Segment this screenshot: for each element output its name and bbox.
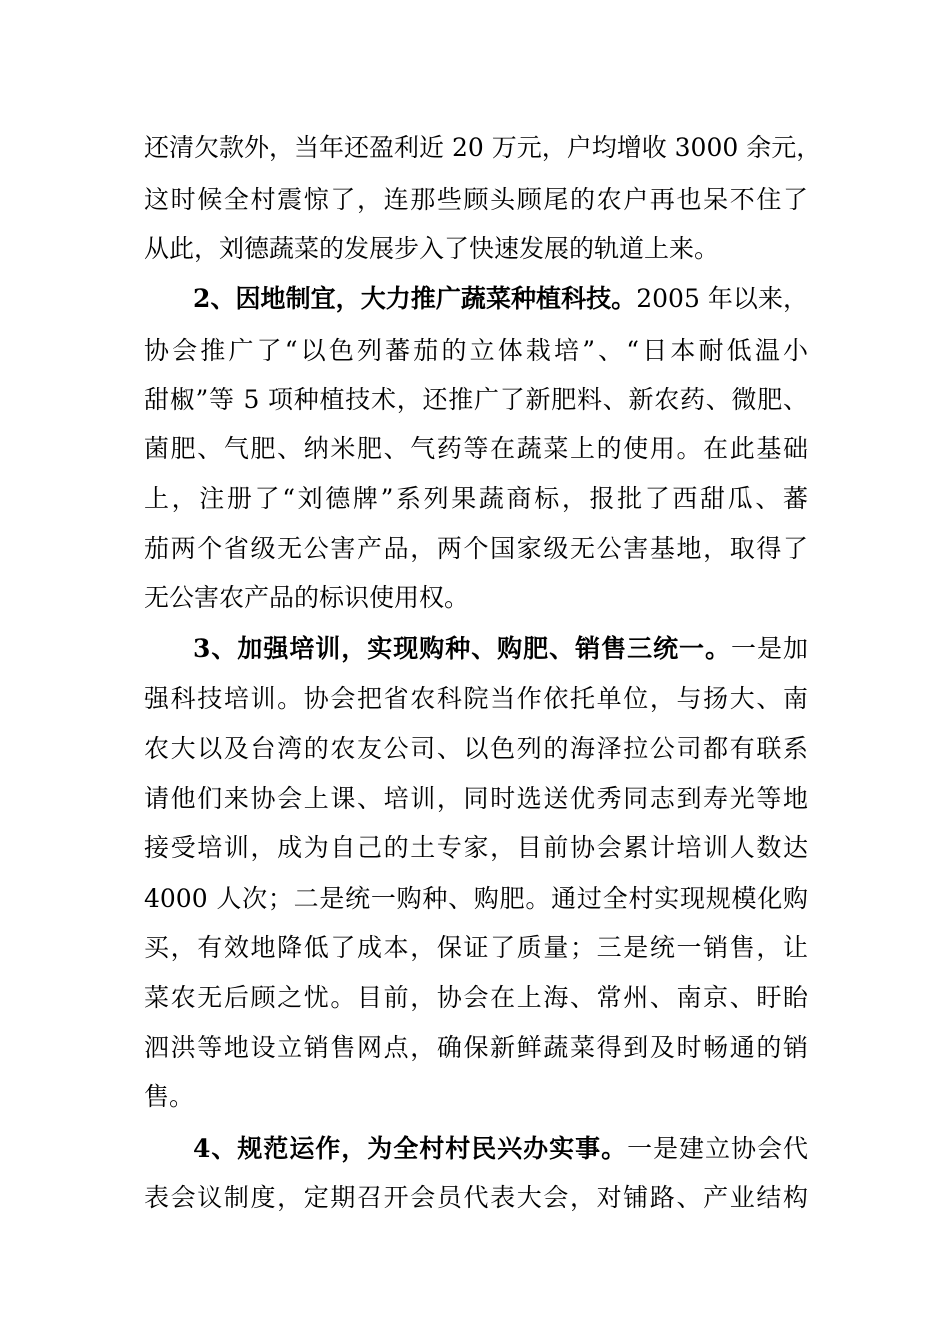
text-line (144, 524, 808, 574)
text-segment: 2005 年以来， (636, 284, 808, 313)
paragraph-heading: 4、规范运作，为全村村民兴办实事。 (193, 1134, 628, 1163)
text-segment: 泗洪等地设立销售网点，确保新鲜蔬菜得到及时畅通的销 (144, 1033, 808, 1062)
text-line (144, 674, 808, 724)
text-line (144, 724, 808, 774)
text-segment: 协会推广了“以色列蕃茄的立体栽培”、“日本耐低温小 (144, 336, 808, 365)
text-line (144, 823, 808, 873)
text-segment: 无公害农产品的标识使用权。 (144, 583, 470, 612)
text-line (144, 1072, 808, 1122)
text-segment: 买，有效地降低了成本，保证了质量；三是统一销售，让 (144, 933, 808, 962)
text-line (144, 573, 808, 623)
text-segment: 一是加 (731, 634, 808, 663)
text-segment: 表会议制度，定期召开会员代表大会，对铺路、产业结构 (144, 1183, 808, 1212)
text-line (144, 1173, 808, 1223)
text-line (144, 774, 808, 824)
paragraph-first-line (193, 274, 808, 324)
text-segment: 菌肥、气肥、纳米肥、气药等在蔬菜上的使用。在此基础 (144, 434, 808, 463)
text-segment: 茄两个省级无公害产品，两个国家级无公害基地，取得了 (144, 534, 808, 563)
text-line (144, 474, 808, 524)
paragraph-heading: 3、加强培训，实现购种、购肥、销售三统一。 (193, 634, 732, 663)
text-line (144, 923, 808, 973)
paragraph-first-line (193, 1124, 808, 1174)
text-segment: 4000 人次；二是统一购种、购肥。通过全村实现规模化购 (144, 884, 808, 913)
text-line (144, 1023, 808, 1073)
text-segment: 请他们来协会上课、培训，同时选送优秀同志到寿光等地 (144, 784, 808, 813)
text-line (144, 375, 808, 425)
text-segment: 售。 (144, 1082, 195, 1111)
text-segment: 菜农无后顾之忧。目前，协会在上海、常州、南京、盱眙 (144, 983, 808, 1012)
text-segment: 一是建立协会代 (627, 1134, 808, 1163)
text-line (144, 326, 808, 376)
text-segment: 还清欠款外，当年还盈利近 20 万元，户均增收 3000 余元， (144, 133, 822, 162)
paragraph-heading: 2、因地制宜，大力推广蔬菜种植科技。 (193, 284, 637, 313)
text-line (144, 424, 808, 474)
text-line (144, 874, 808, 924)
text-segment: 农大以及台湾的农友公司、以色列的海泽拉公司都有联系 (144, 734, 808, 763)
text-segment: 从此，刘德蔬菜的发展步入了快速发展的轨道上来。 (144, 234, 720, 263)
text-line (144, 224, 808, 274)
text-line (144, 973, 808, 1023)
paragraph-first-line (193, 624, 808, 674)
text-line (144, 123, 822, 173)
text-line (144, 175, 808, 225)
text-segment: 强科技培训。协会把省农科院当作依托单位，与扬大、南 (144, 684, 808, 713)
text-segment: 上，注册了“刘德牌”系列果蔬商标，报批了西甜瓜、蕃 (144, 484, 808, 513)
text-segment: 甜椒”等 5 项种植技术，还推广了新肥料、新农药、微肥、 (144, 385, 808, 414)
text-segment: 接受培训，成为自己的土专家，目前协会累计培训人数达 (144, 833, 808, 862)
text-segment: 这时候全村震惊了，连那些顾头顾尾的农户再也呆不住了 (144, 185, 808, 214)
